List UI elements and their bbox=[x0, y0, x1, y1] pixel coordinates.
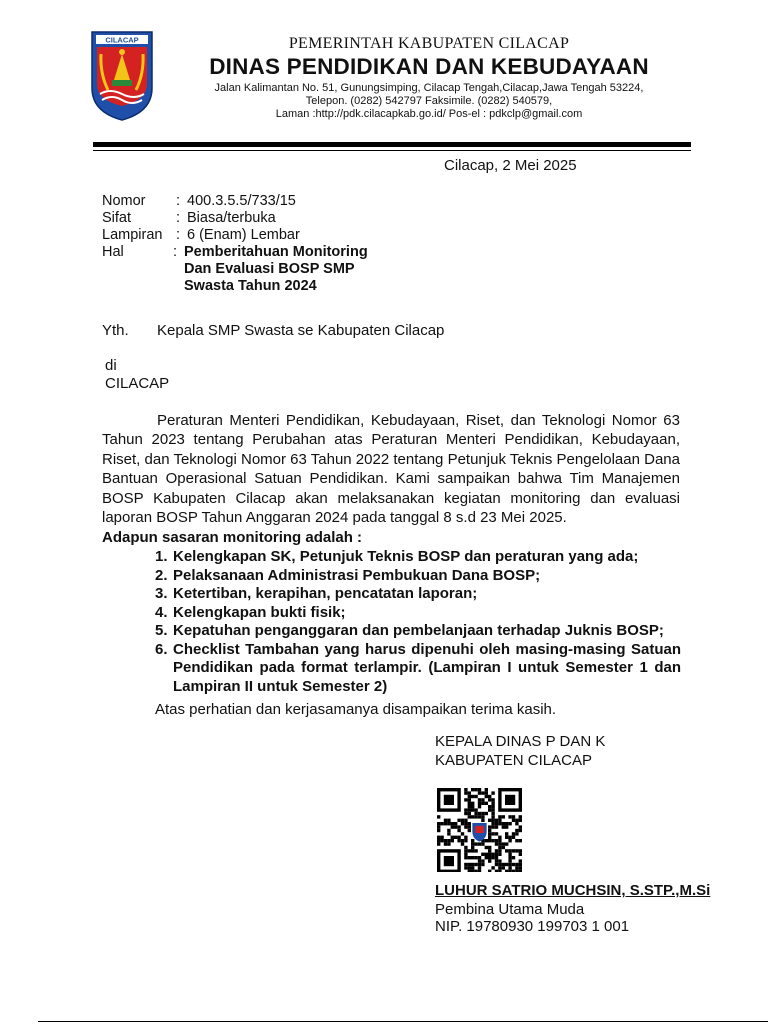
list-item bbox=[155, 585, 681, 604]
recipient-salutation: Yth. bbox=[102, 322, 129, 339]
address-line-3: Laman :http://pdk.cilacapkab.go.id/ Pos-el : pdkclp@gmail.com bbox=[275, 108, 583, 120]
sifat-value: Biasa/terbuka bbox=[187, 210, 276, 226]
list-item bbox=[155, 567, 681, 586]
letter-date: Cilacap, 2 Mei 2025 bbox=[444, 157, 577, 174]
hal-value-line-1: Pemberitahuan Monitoring bbox=[184, 244, 368, 260]
letterhead-thick-divider bbox=[93, 142, 691, 147]
letterhead-thin-divider bbox=[93, 150, 691, 151]
closing-sentence: Atas perhatian dan kerjasamanya disampaikan terima kasih. bbox=[155, 701, 557, 718]
hal-colon: : bbox=[173, 244, 178, 260]
body-paragraph-text: Peraturan Menteri Pendidikan, Kebudayaan, Riset, dan Teknologi Nomor 63 Tahun 2023 tentang Perubahan atas Peraturan Menteri Pendidikan, Kebudayaan, Riset, dan Teknologi Nomor 63 Tahun 2022 tentang Petunjuk Teknis Pengelolaan Dana Bantuan Operasional Satuan Pendidikan. Kami sampaikan bahwa Tim Manajemen BOSP Kabupaten Cilacap akan melaksanakan kegiatan monitoring dan evaluasi laporan BOSP Tahun Anggaran 2024 pada tanggal 8 s.d 23 Mei 2025. bbox=[102, 412, 680, 527]
signatory-rank: Pembina Utama Muda bbox=[435, 901, 585, 918]
qr-code-signature bbox=[437, 788, 525, 872]
sifat-label: Sifat bbox=[102, 210, 132, 226]
address-line-1: Jalan Kalimantan No. 51, Gunungsimping, Cilacap Tengah,Cilacap,Jawa Tengah 53224, bbox=[214, 82, 644, 94]
sasaran-heading: Adapun sasaran monitoring adalah : bbox=[102, 529, 363, 546]
list-item bbox=[155, 641, 681, 697]
address-line-2: Telepon. (0282) 542797 Faksimile. (0282) 540579, bbox=[305, 95, 553, 107]
recipient-di: di bbox=[105, 357, 117, 374]
body-paragraph bbox=[102, 411, 680, 527]
signatory-title-line-2: KABUPATEN CILACAP bbox=[435, 752, 592, 769]
list-item bbox=[155, 622, 681, 641]
list-item-number: 2. bbox=[155, 566, 168, 584]
lampiran-value: 6 (Enam) Lembar bbox=[187, 227, 300, 243]
list-item-number: 3. bbox=[155, 585, 168, 602]
list-item-text: Kelengkapan SK, Petunjuk Teknis BOSP dan peraturan yang ada; bbox=[173, 548, 639, 565]
signatory-name: LUHUR SATRIO MUCHSIN, S.STP.,M.Si bbox=[435, 882, 711, 899]
list-item bbox=[155, 604, 681, 623]
department-name: DINAS PENDIDIKAN DAN KEBUDAYAAN bbox=[209, 54, 649, 79]
list-item-text: Kepatuhan penganggaran dan pembelanjaan terhadap Juknis BOSP; bbox=[173, 622, 664, 639]
lampiran-label: Lampiran bbox=[102, 227, 163, 243]
monitoring-target-list bbox=[155, 548, 681, 696]
list-item-text: Checklist Tambahan yang harus dipenuhi oleh masing-masing Satuan Pendidikan pada format terlampir. (Lampiran I untuk Semester 1 dan Lampiran II untuk Semester 2) bbox=[173, 640, 681, 695]
nomor-label: Nomor bbox=[102, 193, 146, 209]
list-item-number: 1. bbox=[155, 548, 168, 565]
list-item-text: Pelaksanaan Administrasi Pembukuan Dana BOSP; bbox=[173, 566, 541, 584]
list-item-number: 4. bbox=[155, 603, 168, 621]
list-item-text: Ketertiban, kerapihan, pencatatan laporan; bbox=[173, 585, 478, 602]
logo-text: CILACAP bbox=[105, 35, 139, 45]
nomor-value: 400.3.5.5/733/15 bbox=[187, 193, 296, 209]
hal-value-line-3: Swasta Tahun 2024 bbox=[184, 278, 317, 294]
hal-value-line-2: Dan Evaluasi BOSP SMP bbox=[184, 261, 355, 277]
list-item-number: 5. bbox=[155, 622, 168, 639]
hal-label: Hal bbox=[102, 244, 124, 260]
list-item bbox=[155, 548, 681, 567]
sifat-colon: : bbox=[176, 210, 181, 226]
signatory-nip: NIP. 19780930 199703 1 001 bbox=[435, 918, 630, 935]
list-item-number: 6. bbox=[155, 640, 168, 658]
lampiran-colon: : bbox=[176, 227, 181, 243]
recipient-city: CILACAP bbox=[105, 375, 170, 392]
government-name: PEMERINTAH KABUPATEN CILACAP bbox=[288, 35, 570, 52]
recipient-name: Kepala SMP Swasta se Kabupaten Cilacap bbox=[157, 322, 445, 339]
page-bottom-line bbox=[38, 1021, 768, 1022]
signatory-title-line-1: KEPALA DINAS P DAN K bbox=[435, 733, 606, 750]
nomor-colon: : bbox=[176, 193, 181, 209]
list-item-text: Kelengkapan bukti fisik; bbox=[173, 603, 346, 621]
